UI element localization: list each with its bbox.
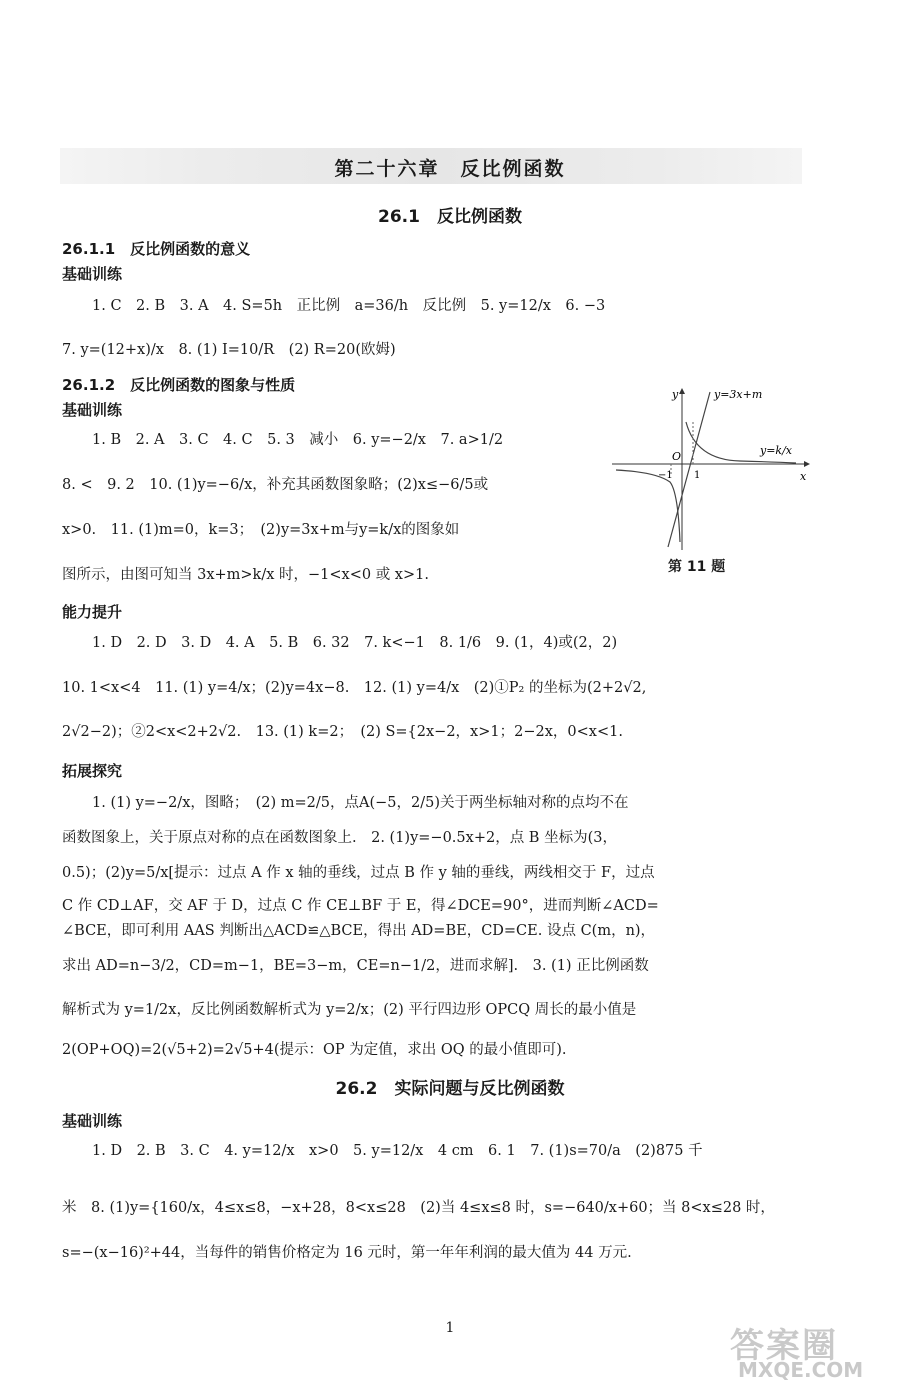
figure-question-11 — [610, 382, 810, 552]
answer-line: 7. y=(12+x)/x 8. (1) I=10/R (2) R=20(欧姆) — [62, 342, 396, 358]
answer-line: ∠BCE，即可利用 AAS 判断出△ACD≌△BCE，得出 AD=BE，CD=CE. 设点 C(m，n)， — [62, 923, 656, 939]
answer-line: 1. D 2. D 3. D 4. A 5. B 6. 32 7. k<−1 8. 1/6 9. (1，4)或(2，2) — [92, 635, 618, 651]
answer-line: 2√2−2)；②2<x<2+2√2. 13. (1) k=2； (2) S={2x−2，x>1；2−2x，0<x<1. — [62, 724, 623, 740]
x-axis-label: x — [800, 470, 807, 483]
label-basic-training: 基础训练 — [62, 265, 123, 283]
origin-label: O — [672, 450, 682, 463]
answer-line: 求出 AD=n−3/2，CD=m−1，BE=3−m，CE=n−1/2，进而求解]. 3. (1) 正比例函数 — [62, 958, 649, 974]
answer-line: 解析式为 y=1/2x，反比例函数解析式为 y=2/x；(2) 平行四边形 OPCQ 周长的最小值是 — [62, 1002, 637, 1018]
answer-line: 函数图象上，关于原点对称的点在函数图象上. 2. (1)y=−0.5x+2，点 B 坐标为(3， — [62, 830, 617, 846]
watermark-text: 答案圈 — [730, 1326, 838, 1366]
tick-label-neg-1: −1 — [658, 470, 673, 481]
line-label: y=3x+m — [714, 388, 763, 401]
page-number: 1 — [445, 1320, 455, 1336]
answer-line: 0.5)；(2)y=5/x[提示：过点 A 作 x 轴的垂线，过点 B 作 y 轴的垂线，两线相交于 F，过点 — [62, 865, 655, 881]
answer-line: 1. D 2. B 3. C 4. y=12/x x>0 5. y=12/x 4 cm 6. 1 7. (1)s=70/a (2)875 千 — [92, 1143, 703, 1159]
answer-line: 10. 1<x<4 11. (1) y=4/x；(2)y=4x−8. 12. (1) y=4/x (2)①P₂ 的坐标为(2+2√2, — [62, 680, 647, 696]
curve-label: y=k/x — [760, 444, 793, 457]
subsection-title-26-1-1: 26.1.1 反比例函数的意义 — [62, 240, 251, 258]
x-axis-arrow — [804, 461, 810, 467]
answer-line: 图所示，由图可知当 3x+m>k/x 时，−1<x<0 或 x>1. — [62, 567, 429, 583]
label-basic-training: 基础训练 — [62, 1112, 123, 1130]
figure-caption: 第 11 题 — [668, 559, 726, 575]
label-ability-improvement: 能力提升 — [62, 603, 123, 621]
answer-line: 米 8. (1)y={160/x，4≤x≤8，−x+28，8<x≤28 (2)当 4≤x≤8 时，s=−640/x+60；当 8<x≤28 时， — [62, 1200, 775, 1216]
label-basic-training: 基础训练 — [62, 401, 123, 419]
tick-label-1: 1 — [694, 470, 701, 481]
answer-line: C 作 CD⊥AF，交 AF 于 D，过点 C 作 CE⊥BF 于 E，得∠DCE=90°，进而判断∠ACD= — [62, 898, 659, 914]
answer-line: 1. C 2. B 3. A 4. S=5h 正比例 a=36/h 反比例 5. y=12/x 6. −3 — [92, 298, 606, 314]
watermark-logo — [730, 1318, 890, 1384]
subsection-title-26-1-2: 26.1.2 反比例函数的图象与性质 — [62, 376, 296, 394]
answer-line: 2(OP+OQ)=2(√5+2)=2√5+4(提示：OP 为定值，求出 OQ 的最小值即可). — [62, 1042, 567, 1058]
answer-line: 1. B 2. A 3. C 4. C 5. 3 减小 6. y=−2/x 7. a>1/2 — [92, 432, 504, 448]
section-title-26-2: 26.2 实际问题与反比例函数 — [335, 1079, 565, 1099]
answer-line: s=−(x−16)²+44，当每件的销售价格定为 16 元时，第一年年利润的最大值为 44 万元. — [62, 1245, 632, 1261]
answer-line: x>0. 11. (1)m=0，k=3； (2)y=3x+m与y=k/x的图象如 — [62, 522, 460, 538]
y-axis-label: y — [672, 388, 679, 401]
label-extension: 拓展探究 — [62, 762, 123, 780]
watermark-url: MXQE.COM — [738, 1358, 864, 1382]
section-title-26-1: 26.1 反比例函数 — [378, 207, 522, 227]
y-axis-arrow — [679, 388, 685, 394]
answer-line: 8. < 9. 2 10. (1)y=−6/x，补充其函数图象略；(2)x≤−6/5或 — [62, 477, 489, 493]
answer-line: 1. (1) y=−2/x，图略； (2) m=2/5，点A(−5，2/5)关于两坐标轴对称的点均不在 — [92, 795, 629, 811]
chapter-title: 第二十六章 反比例函数 — [334, 158, 566, 180]
line-y-3x-m — [668, 392, 710, 547]
